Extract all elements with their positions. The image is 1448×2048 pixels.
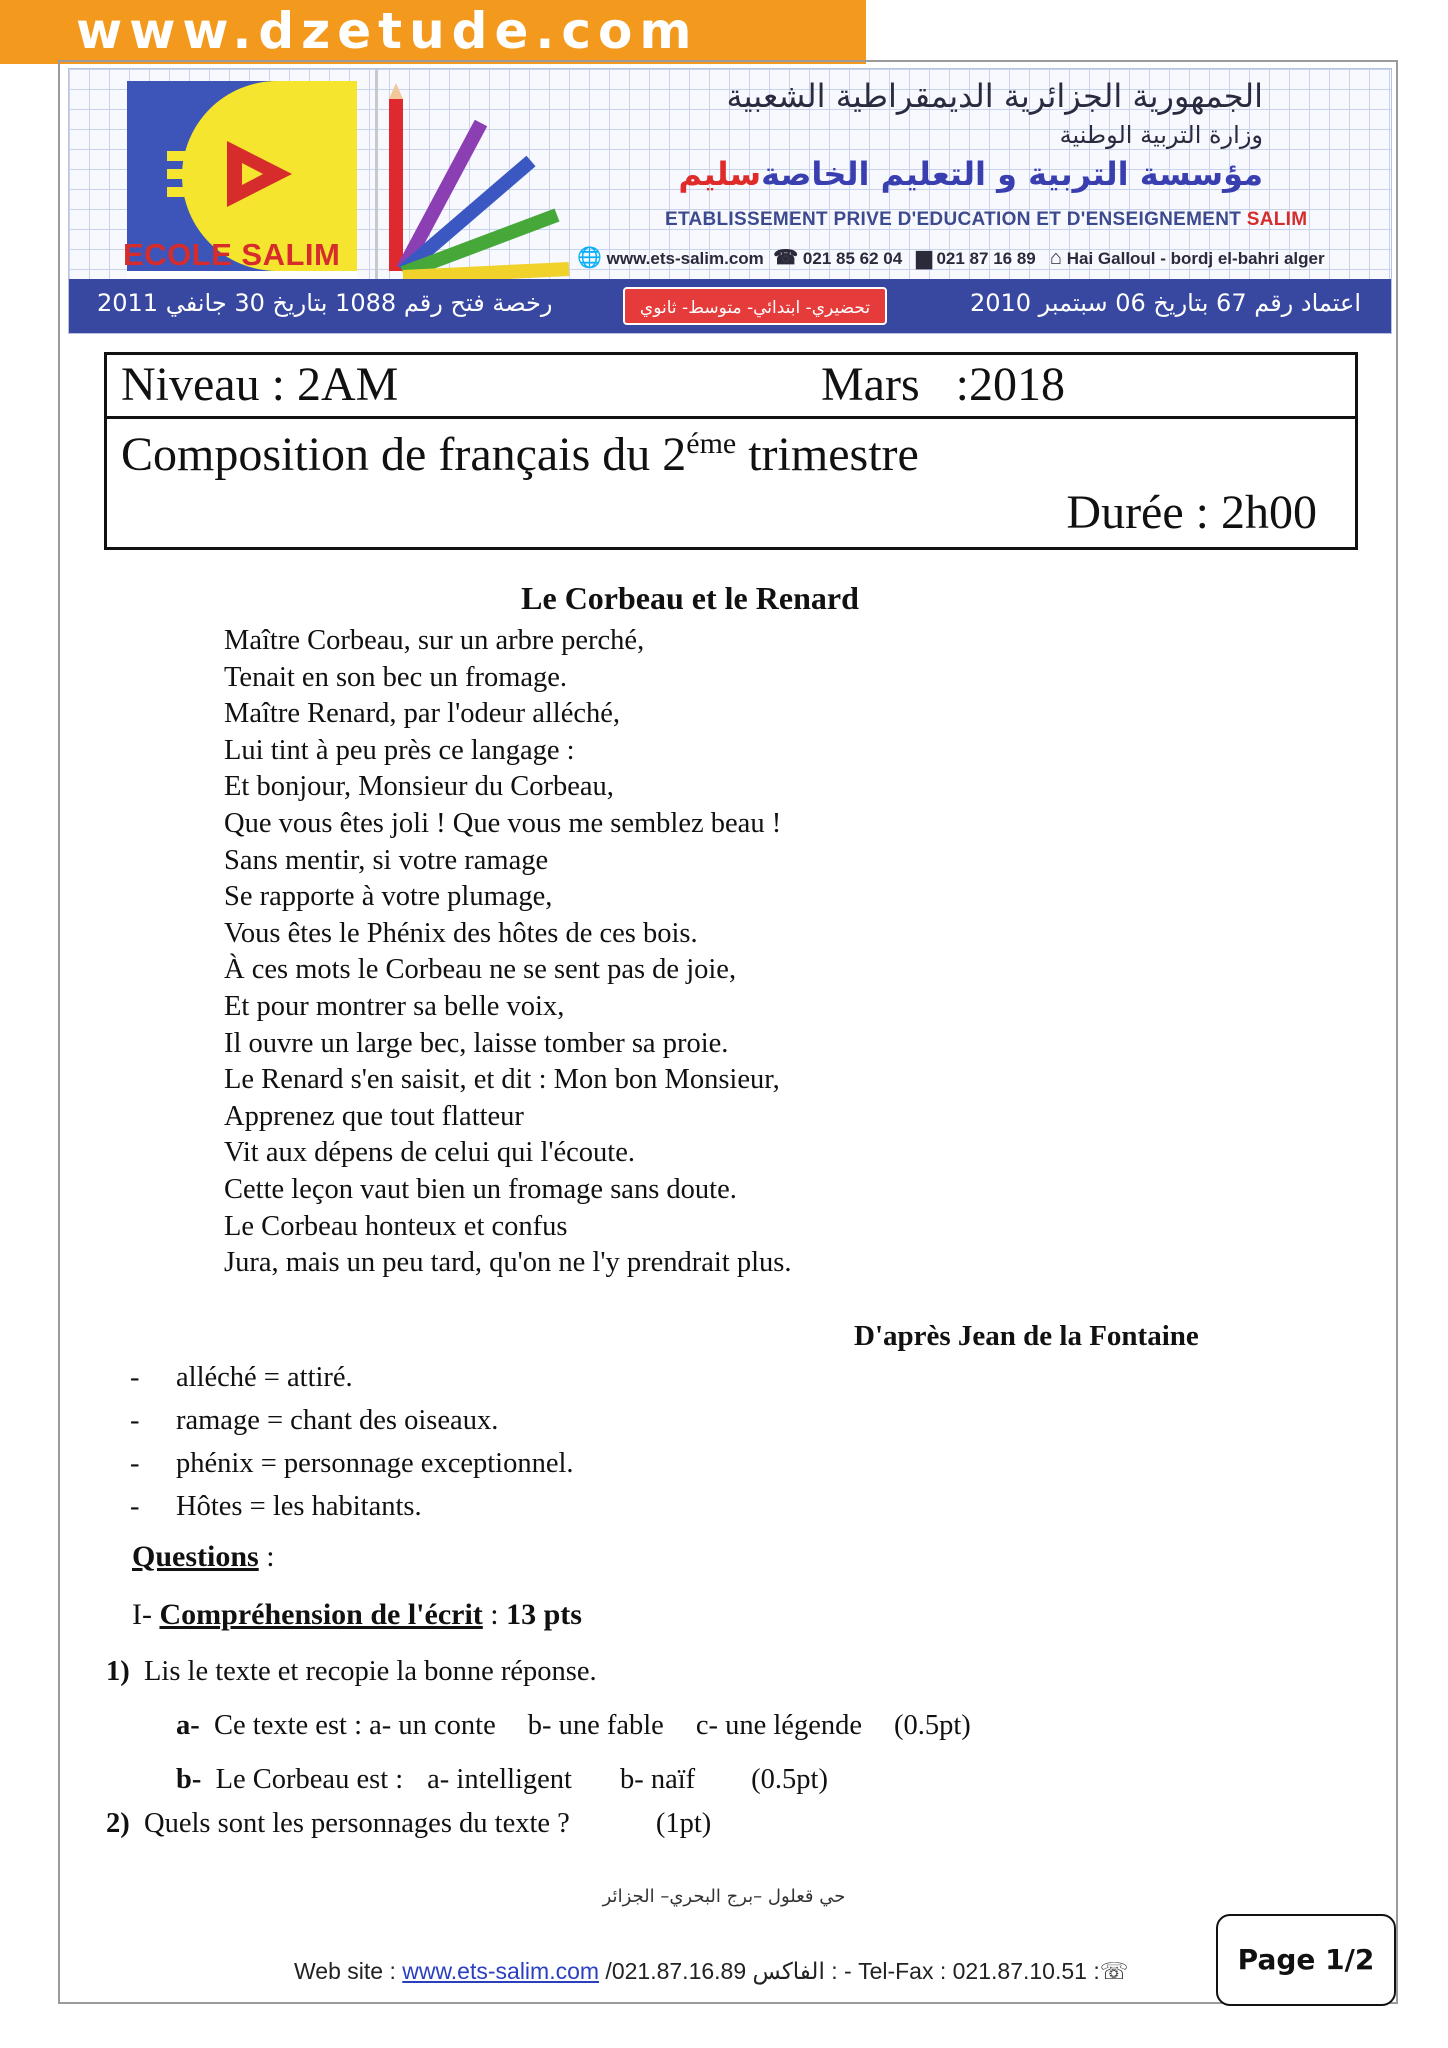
question-1-number: 1): [106, 1656, 130, 1687]
poem-line: Et bonjour, Monsieur du Corbeau,: [224, 771, 614, 803]
watermark-banner: [0, 0, 866, 64]
poem-text: [224, 623, 791, 1282]
exam-title-after: trimestre: [736, 428, 919, 481]
etablissement-name: SALIM: [1246, 209, 1308, 230]
question-1b-label: b-: [176, 1764, 202, 1795]
section-prefix: I-: [132, 1598, 160, 1631]
question-1a-points: (0.5pt): [894, 1710, 971, 1741]
question-1b: [176, 1764, 828, 1796]
arabic-ministry: وزارة التربية الوطنية: [1059, 121, 1263, 149]
info-row-top: [107, 355, 1355, 419]
poem-line: Tenait en son bec un fromage.: [224, 661, 568, 693]
exam-title: [121, 427, 919, 482]
poem-line: Que vous êtes joli ! Que vous me semblez beau !: [224, 807, 782, 839]
arabic-institution: [678, 155, 1263, 193]
arabic-institution-name: سليم: [678, 155, 762, 193]
poem-line: Le Renard s'en saisit, et dit : Mon bon Monsieur,: [224, 1064, 780, 1096]
question-1: [106, 1656, 597, 1688]
vocab-item: - alléché = attiré.: [130, 1356, 574, 1399]
arabic-republic: الجمهورية الجزائرية الديمقراطية الشعبية: [726, 77, 1263, 115]
license-band: [69, 279, 1391, 334]
footer-web-link[interactable]: www.ets-salim.com: [402, 1958, 600, 1984]
questions-heading-suffix: :: [258, 1540, 275, 1573]
section-points: 13 pts: [506, 1598, 582, 1631]
globe-icon: 🌐: [577, 247, 602, 269]
poem-line: Jura, mais un peu tard, qu'on ne l'y prendrait plus.: [224, 1247, 792, 1279]
exam-title-sup: éme: [686, 427, 737, 460]
exam-duration: Durée : 2h00: [1066, 486, 1317, 539]
footer-contact: [294, 1958, 1128, 1985]
question-2-text: Quels sont les personnages du texte ?: [144, 1808, 570, 1839]
poem-line: Lui tint à peu près ce langage :: [224, 734, 575, 766]
phone-icon: ☎: [773, 247, 799, 269]
exam-title-before: Composition de français du 2: [121, 428, 687, 481]
contact-fax: 021 87 16 89: [936, 249, 1036, 268]
question-1a-text: Ce texte est : a- un conte: [214, 1710, 496, 1741]
footer-address: حي قعلول –برج البحري– الجزائر: [602, 1886, 846, 1907]
question-1b-text: Le Corbeau est :: [215, 1764, 404, 1795]
question-1a-option-c: c- une légende: [695, 1710, 863, 1741]
poem-author: D'après Jean de la Fontaine: [854, 1320, 1199, 1352]
question-1b-option-a: a- intelligent: [427, 1764, 572, 1795]
questions-heading-text: Questions: [132, 1540, 259, 1573]
footer-web-label: Web site :: [294, 1958, 403, 1984]
question-1a: [176, 1710, 971, 1742]
poem-line: Il ouvre un large bec, laisse tomber sa proie.: [224, 1027, 729, 1059]
poem-line: Vous êtes le Phénix des hôtes de ces bois.: [224, 917, 698, 949]
poem-line: À ces mots le Corbeau ne se sent pas de joie,: [224, 954, 737, 986]
section-sep: :: [482, 1598, 507, 1631]
vocab-item: - phénix = personnage exceptionnel.: [130, 1442, 574, 1485]
etablissement-main: ETABLISSEMENT PRIVE D'EDUCATION ET D'ENSEIGNEMENT: [665, 209, 1242, 230]
exam-info-box: [104, 352, 1358, 550]
poem-line: Sans mentir, si votre ramage: [224, 844, 549, 876]
question-1a-label: a-: [176, 1710, 200, 1741]
question-1a-option-b: b- une fable: [527, 1710, 664, 1741]
question-2-number: 2): [106, 1808, 130, 1839]
license-left: رخصة فتح رقم 1088 بتاريخ 30 جانفي 2011: [97, 289, 553, 317]
levels-badge: تحضيري- ابتدائي- متوسط- ثانوي: [623, 287, 887, 325]
poem-line: Apprenez que tout flatteur: [224, 1100, 524, 1132]
vocabulary-list: [130, 1356, 574, 1528]
license-right: اعتماد رقم 67 بتاريخ 06 سبتمبر 2010: [969, 289, 1361, 317]
poem-line: Maître Renard, par l'odeur alléché,: [224, 698, 621, 730]
letterhead: [68, 68, 1392, 334]
poem-title: Le Corbeau et le Renard: [521, 580, 859, 616]
house-icon: ⌂: [1049, 247, 1062, 269]
poem-line: Maître Corbeau, sur un arbre perché,: [224, 625, 645, 656]
question-2-points: (1pt): [655, 1808, 712, 1839]
questions-heading: [132, 1540, 275, 1574]
niveau: Niveau : 2AM: [121, 358, 399, 411]
vocab-item: - Hôtes = les habitants.: [130, 1485, 574, 1528]
contact-phone: 021 85 62 04: [802, 249, 903, 268]
question-1b-points: (0.5pt): [751, 1764, 828, 1795]
poem-line: Le Corbeau honteux et confus: [224, 1210, 568, 1242]
letterhead-separator: [375, 69, 378, 279]
contact-line: [577, 245, 1387, 270]
poem-line: Et pour montrer sa belle voix,: [224, 990, 565, 1022]
fax-icon: ▆: [916, 247, 932, 269]
arabic-institution-main: مؤسسة التربية و التعليم الخاصة: [761, 155, 1263, 193]
footer-web-rest: /021.87.16.89 الفاكس : - Tel-Fax : 021.87.10.51 :: [599, 1958, 1100, 1984]
footer-phone-icon: ☏: [1099, 1958, 1129, 1984]
contact-address: Hai Galloul - bordj el-bahri alger: [1066, 249, 1325, 268]
page-number: Page 1/2: [1216, 1914, 1396, 2006]
question-2: [106, 1808, 711, 1840]
poem-line: Vit aux dépens de celui qui l'écoute.: [224, 1137, 635, 1169]
exam-date: Mars :2018: [821, 358, 1065, 411]
logo-text: ECOLE SALIM: [123, 237, 341, 272]
vocab-item: - ramage = chant des oiseaux.: [130, 1399, 574, 1442]
question-1b-option-b: b- naïf: [619, 1764, 696, 1795]
watermark-text: www.dzetude.com: [76, 2, 699, 60]
question-1-text: Lis le texte et recopie la bonne réponse.: [144, 1656, 597, 1687]
section-title: Compréhension de l'écrit: [159, 1598, 483, 1631]
section-heading: [132, 1598, 582, 1632]
contact-website: www.ets-salim.com: [606, 249, 764, 268]
poem-line: Se rapporte à votre plumage,: [224, 881, 553, 913]
etablissement-line: [665, 209, 1307, 231]
poem-line: Cette leçon vaut bien un fromage sans doute.: [224, 1173, 737, 1205]
